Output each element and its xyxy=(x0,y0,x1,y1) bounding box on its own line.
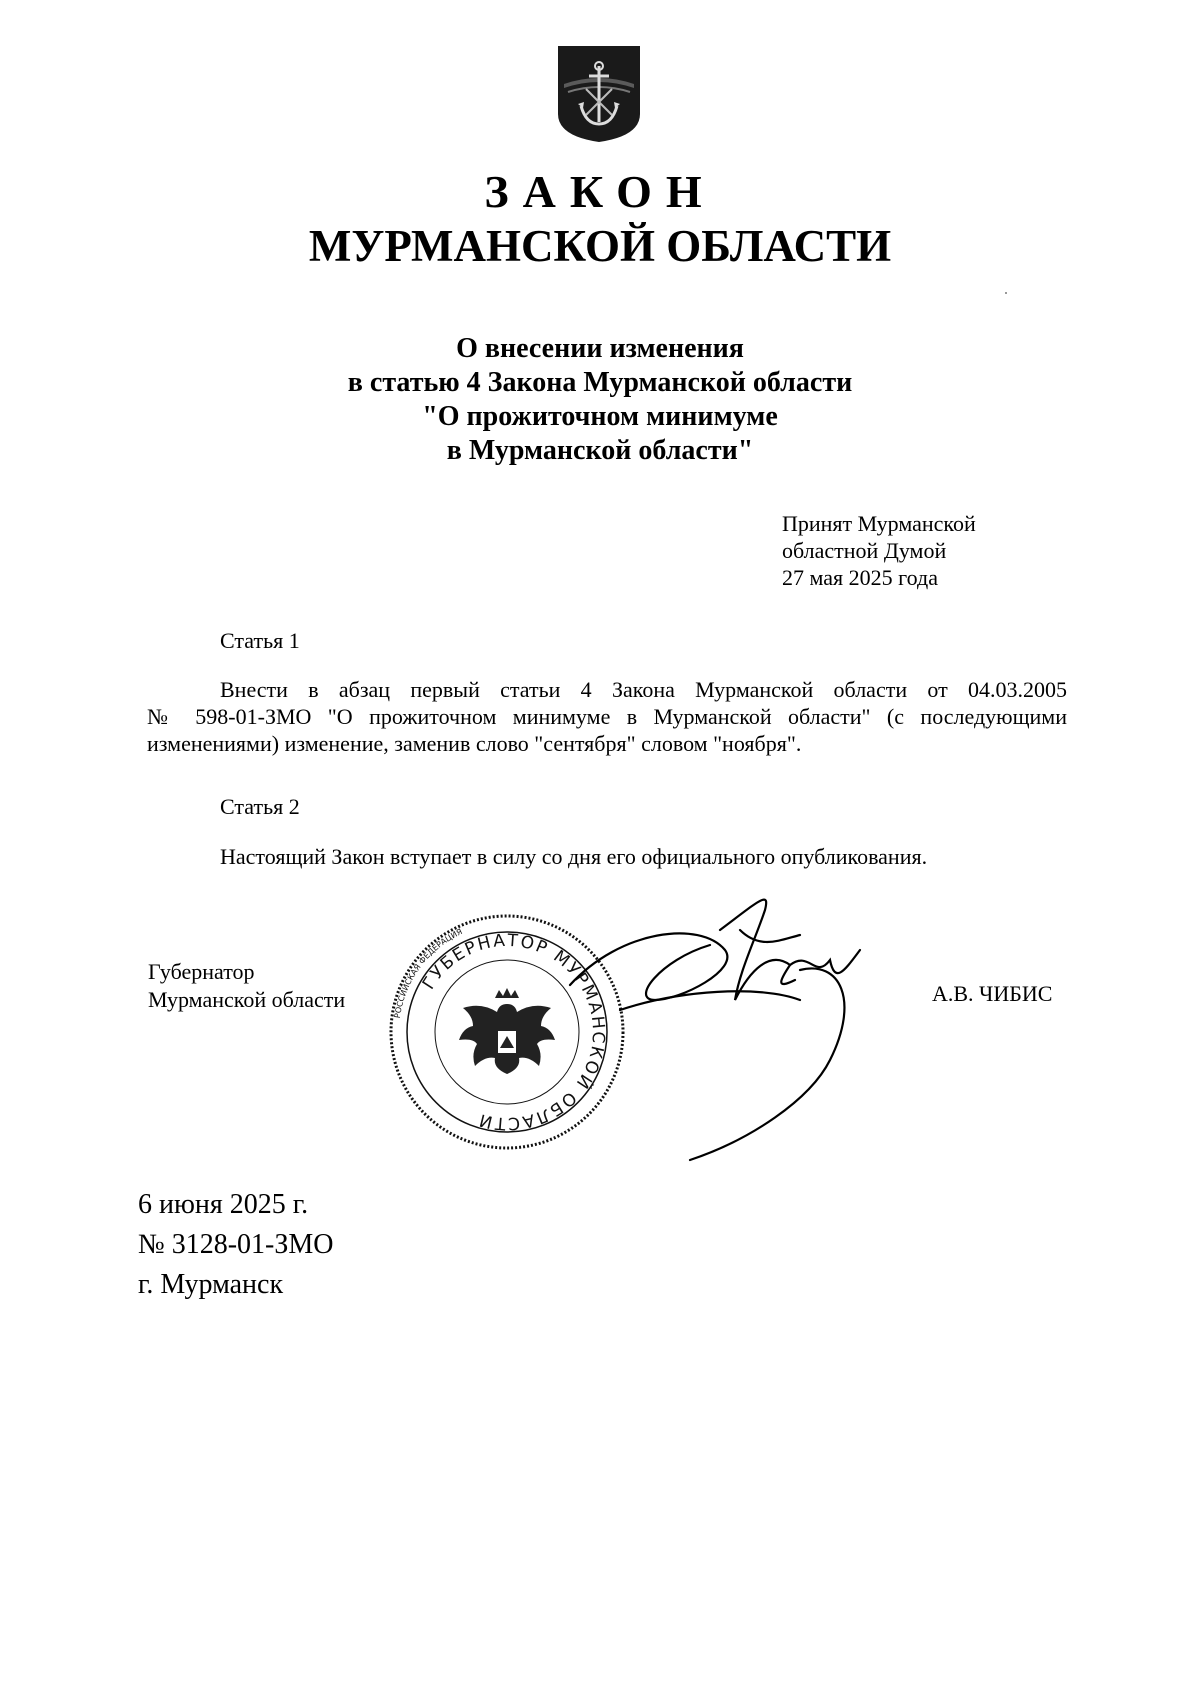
law-registration xyxy=(138,1185,334,1305)
adoption-note xyxy=(782,510,976,591)
article-1-line: изменениями) изменение, заменив слово "сентября" словом "ноября". xyxy=(147,731,802,756)
coat-of-arms-emblem xyxy=(556,44,642,144)
article-1-line: Внести в абзац первый статьи 4 Закона Мурманской области от 04.03.2005 xyxy=(220,677,1067,702)
law-subject-line: в статью 4 Закона Мурманской области xyxy=(347,367,853,398)
article-1-heading: Статья 1 xyxy=(220,628,300,653)
law-subject-line: в Мурманской области" xyxy=(446,435,754,466)
article-2-text: Настоящий Закон вступает в силу со дня его официального опубликования. xyxy=(220,844,928,869)
article-2-heading: Статья 2 xyxy=(220,794,300,819)
svg-text:РОССИЙСКАЯ ФЕДЕРАЦИЯ xyxy=(393,927,464,1019)
adoption-date: 27 мая 2025 года xyxy=(782,565,938,590)
signatory-position-line: Губернатор xyxy=(148,959,255,984)
signing-date: 6 июня 2025 г. xyxy=(138,1189,309,1220)
signatory-name: А.В. ЧИБИС xyxy=(932,981,1053,1006)
document-title-region: МУРМАНСКОЙ ОБЛАСТИ xyxy=(308,221,892,271)
law-number: № 3128-01-ЗМО xyxy=(138,1229,334,1260)
signatory-position-line: Мурманской области xyxy=(148,987,346,1012)
signatory-position xyxy=(148,958,345,1014)
signing-city: г. Мурманск xyxy=(138,1269,284,1300)
adoption-line: Принят Мурманской xyxy=(782,511,976,536)
article-1-line: № 598-01-ЗМО "О прожиточном минимуме в Мурманской области" (с последующими xyxy=(147,704,1067,729)
law-subject-line: О внесении изменения xyxy=(456,333,744,364)
law-subject xyxy=(0,332,1200,468)
seal-outer-text: РОССИЙСКАЯ ФЕДЕРАЦИЯ xyxy=(392,927,464,1019)
scan-speck xyxy=(1005,292,1007,294)
adoption-line: областной Думой xyxy=(782,538,947,563)
document-title: ЗАКОН xyxy=(484,166,716,217)
handwritten-signature xyxy=(560,890,910,1170)
seal-main-text: ГУБЕРНАТОР МУРМАНСКОЙ ОБЛАСТИ xyxy=(418,930,609,1134)
article-1-text xyxy=(147,676,1067,757)
law-subject-line: "О прожиточном минимуме xyxy=(422,401,778,432)
